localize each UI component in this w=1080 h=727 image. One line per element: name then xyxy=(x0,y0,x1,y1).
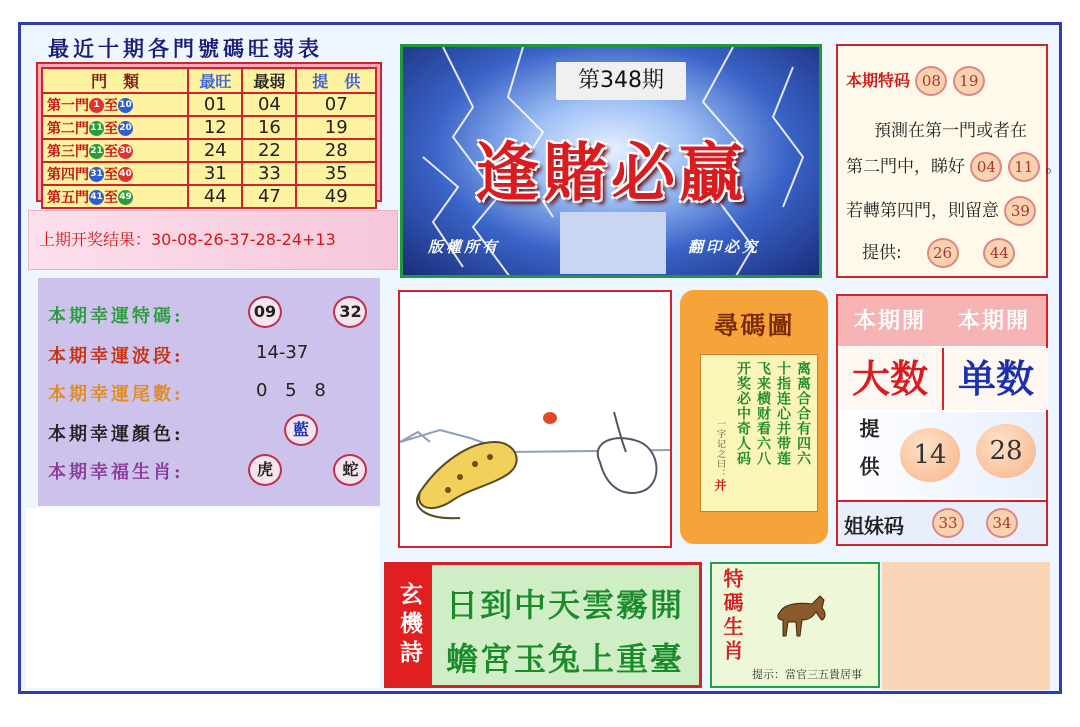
sister-code-ball: 34 xyxy=(986,508,1018,538)
mystery-poem-tag: 玄機詩 xyxy=(386,564,432,686)
poem-line-1: 日到中天雲霧開 xyxy=(446,586,685,624)
prediction-box xyxy=(836,44,1063,278)
range-separator: 至 xyxy=(104,97,118,114)
lucky-wave-label: 本期幸運波段: xyxy=(48,346,184,367)
special-zodiac-hint: 提示：當官三五貴居事 xyxy=(752,668,862,681)
range-end-ball: 40 xyxy=(118,167,133,182)
cell-weak: 04 xyxy=(242,93,296,116)
range-start-ball: 21 xyxy=(89,144,104,159)
open-offer-ball: 28 xyxy=(976,424,1036,478)
prediction-line-3 xyxy=(846,196,1036,226)
copyright-left: 版權所有 xyxy=(428,238,501,256)
lucky-color-value-wrap xyxy=(284,414,318,446)
open-header-left: 本期開 xyxy=(838,296,942,346)
group-name: 第三門 xyxy=(47,143,89,160)
code-scroll-paper xyxy=(700,354,818,512)
lucky-zodiac-ball: 虎 xyxy=(248,454,282,486)
group-name: 第五門 xyxy=(47,189,89,206)
cell-weak: 33 xyxy=(242,162,296,185)
col-header-hot: 最旺 xyxy=(188,68,242,93)
prediction-line-2-end: 。 xyxy=(1045,157,1063,177)
group-name: 第一門 xyxy=(47,97,89,114)
lucky-wave-value: 14-37 xyxy=(256,342,309,363)
range-end-ball: 10 xyxy=(118,98,133,113)
cell-hot: 44 xyxy=(188,185,242,208)
poem-line-2: 蟾宮玉兔上重臺 xyxy=(446,640,685,678)
lucky-numbers-box xyxy=(38,278,380,506)
col-header-category: 門 類 xyxy=(42,68,188,93)
prediction-ball: 19 xyxy=(953,66,985,96)
cell-offer: 07 xyxy=(296,93,376,116)
cell-hot: 12 xyxy=(188,116,242,139)
lucky-zodiac-values xyxy=(248,454,367,486)
lucky-color-label: 本期幸運顏色: xyxy=(48,424,184,445)
prediction-ball: 08 xyxy=(915,66,947,96)
sister-code-row xyxy=(838,500,1046,544)
last-draw-result: 上期开奖结果：30-08-26-37-28-24+13 xyxy=(28,210,398,270)
col-header-offer: 提 供 xyxy=(296,68,376,93)
prediction-offer-label: 提供: xyxy=(862,243,902,263)
open-value-right: 单数 xyxy=(942,348,1048,410)
code-scroll-title: 尋碼圖 xyxy=(713,311,795,340)
banner-blank-box xyxy=(560,212,666,274)
prediction-line-2-text: 第二門中，睇好 xyxy=(846,157,965,177)
range-start-ball: 31 xyxy=(89,167,104,182)
range-separator: 至 xyxy=(104,189,118,206)
scroll-signature xyxy=(712,419,729,492)
issue-number: 第348期 xyxy=(556,62,686,100)
sister-code-ball: 33 xyxy=(932,508,964,538)
group-name-cell xyxy=(42,139,188,162)
cell-hot: 31 xyxy=(188,162,242,185)
blank-panel xyxy=(26,508,380,688)
table-row xyxy=(42,116,376,139)
cell-offer: 35 xyxy=(296,162,376,185)
cell-weak: 16 xyxy=(242,116,296,139)
range-start-ball: 1 xyxy=(89,98,104,113)
cell-offer: 19 xyxy=(296,116,376,139)
prediction-label-row xyxy=(846,66,985,96)
scroll-column: 离离合合有四六 xyxy=(795,361,811,466)
lizard-illustration xyxy=(398,290,672,548)
range-end-ball: 30 xyxy=(118,144,133,159)
open-header-right: 本期開 xyxy=(942,296,1046,346)
table-row xyxy=(42,185,376,208)
sister-code-label: 姐妹码 xyxy=(844,514,904,538)
hot-cold-table xyxy=(36,62,382,207)
prediction-line-3-text: 若轉第四門，則留意 xyxy=(846,201,999,221)
lizard-drawing xyxy=(400,292,672,548)
open-offer-row xyxy=(838,412,1046,498)
range-end-ball: 20 xyxy=(118,121,133,136)
cell-weak: 47 xyxy=(242,185,296,208)
cell-hot: 24 xyxy=(188,139,242,162)
scroll-column: 开奖必中奇人码 xyxy=(735,361,751,466)
group-name: 第四門 xyxy=(47,166,89,183)
table-row xyxy=(42,93,376,116)
open-offer-ball: 14 xyxy=(900,428,960,482)
prediction-ball: 26 xyxy=(927,238,959,268)
lucky-zodiac-ball: 蛇 xyxy=(333,454,367,486)
prediction-ball: 39 xyxy=(1004,196,1036,226)
range-separator: 至 xyxy=(104,120,118,137)
lucky-zodiac-label: 本期幸福生肖: xyxy=(48,462,184,483)
prediction-ball: 44 xyxy=(983,238,1015,268)
lucky-tail-label: 本期幸運尾數: xyxy=(48,384,184,405)
range-end-ball: 49 xyxy=(118,190,133,205)
prediction-line-2 xyxy=(846,152,1062,182)
open-value-left: 大数 xyxy=(838,348,942,410)
hot-cold-table-title: 最近十期各門號碼旺弱表 xyxy=(48,36,323,61)
copyright-right: 翻印必究 xyxy=(688,238,761,256)
group-name: 第二門 xyxy=(47,120,89,137)
prediction-label: 本期特码 xyxy=(846,71,911,90)
group-name-cell xyxy=(42,185,188,208)
range-start-ball: 41 xyxy=(89,190,104,205)
prediction-ball: 04 xyxy=(970,152,1002,182)
scroll-signature-text: 一字记之曰： xyxy=(715,419,725,479)
cell-offer: 49 xyxy=(296,185,376,208)
table-row xyxy=(42,139,376,162)
range-separator: 至 xyxy=(104,143,118,160)
banner-title: 逢賭必贏 xyxy=(475,136,747,211)
col-header-weak: 最弱 xyxy=(242,68,296,93)
lucky-special-values xyxy=(248,296,367,328)
lucky-color-value: 藍 xyxy=(284,414,318,446)
prediction-ball: 11 xyxy=(1008,152,1040,182)
cell-hot: 01 xyxy=(188,93,242,116)
open-offer-label: 提供 xyxy=(856,418,880,494)
scroll-column: 飞来横财看六八 xyxy=(755,361,771,466)
hot-cold-grid xyxy=(41,67,377,209)
prediction-offer-row xyxy=(862,238,1015,268)
group-name-cell xyxy=(42,162,188,185)
prediction-line-1: 預測在第一門或者在 xyxy=(874,121,1027,141)
group-name-cell xyxy=(42,116,188,139)
lucky-special-ball: 09 xyxy=(248,296,282,328)
special-zodiac-label: 特碼生肖 xyxy=(720,568,744,664)
group-name-cell xyxy=(42,93,188,116)
scroll-column: 十指连心并带莲 xyxy=(775,361,791,466)
lucky-special-label: 本期幸運特碼: xyxy=(48,306,184,327)
range-separator: 至 xyxy=(104,166,118,183)
range-start-ball: 11 xyxy=(89,121,104,136)
table-row xyxy=(42,162,376,185)
blank-peach-panel xyxy=(882,562,1050,690)
lucky-special-ball: 32 xyxy=(333,296,367,328)
cell-offer: 28 xyxy=(296,139,376,162)
lucky-tail-value: 0 5 8 xyxy=(256,380,332,401)
scroll-signature-char: 并 xyxy=(713,479,727,492)
cell-weak: 22 xyxy=(242,139,296,162)
horse-icon xyxy=(772,590,834,642)
